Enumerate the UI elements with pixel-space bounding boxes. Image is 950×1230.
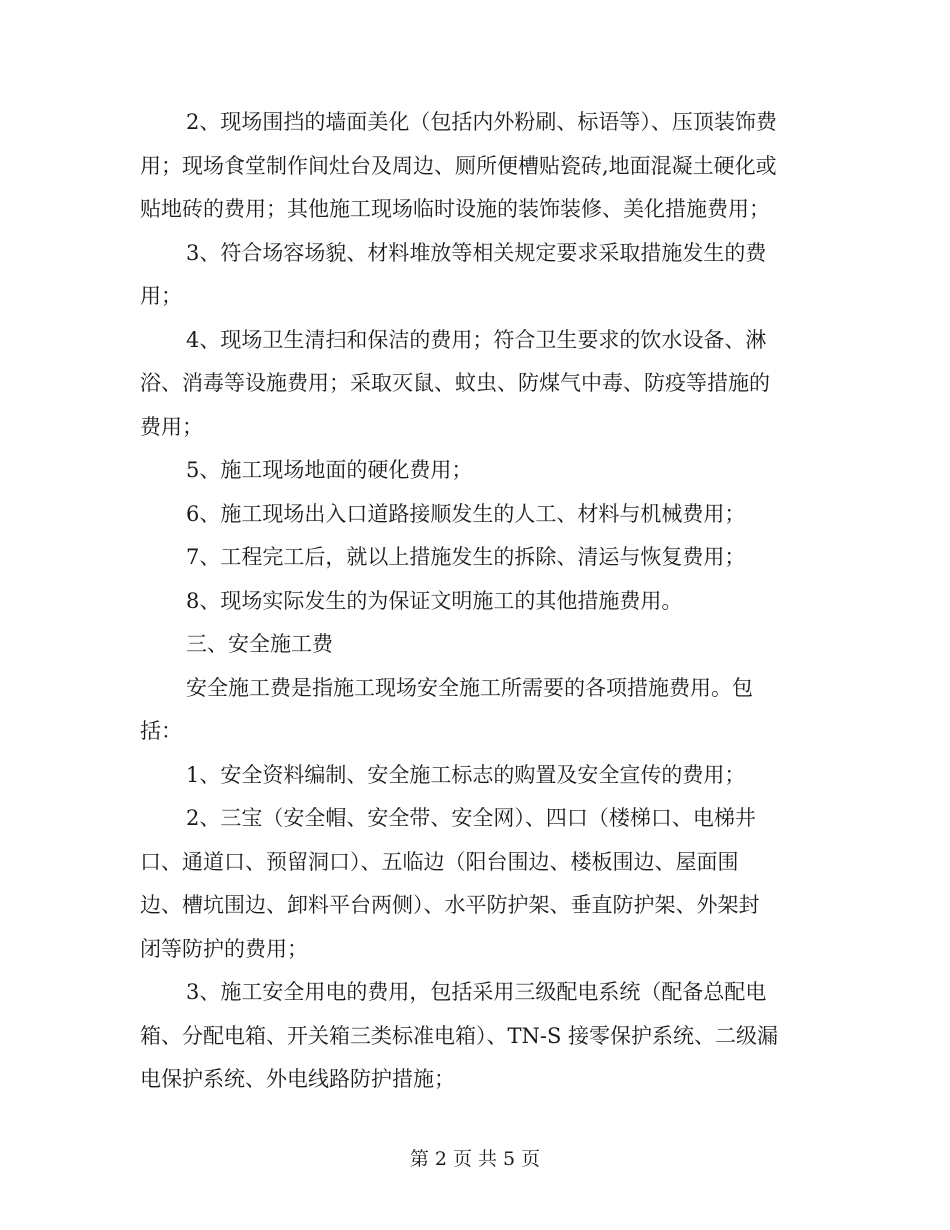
paragraph-item-6-entrance-road: 6、施工现场出入口道路接顺发生的人工、材料与机械费用； xyxy=(186,501,746,526)
paragraph-item-2-decoration: 2、现场围挡的墙面美化（包括内外粉刷、标语等）、压顶装饰费 用；现场食堂制作间灶台及周边、厕所便槽贴瓷砖,地面混凝土硬化或 贴地砖的费用；其他施工现场临时设施的装饰装修、美化措施费用； xyxy=(140,110,777,221)
paragraph-safety-item-3: 3、施工安全用电的费用，包括采用三级配电系统（配备总配电 箱、分配电箱、开关箱三类标准电箱）、TN-S 接零保护系统、二级漏 电保护系统、外电线路防护措施； xyxy=(140,980,779,1091)
document-body xyxy=(140,101,810,1102)
page-number-footer: 第 2 页 共 5 页 xyxy=(409,1148,541,1170)
paragraph-item-7-removal: 7、工程完工后，就以上措施发生的拆除、清运与恢复费用； xyxy=(186,545,746,569)
paragraph-item-4-sanitation: 4、现场卫生清扫和保洁的费用；符合卫生要求的饮水设备、淋 浴、消毒等设施费用；采取灭鼠、蚊虫、防煤气中毒、防疫等措施的 费用； xyxy=(140,327,770,439)
paragraph-safety-cost-definition: 安全施工费是指施工现场安全施工所需要的各项措施费用。包 括： xyxy=(140,675,753,743)
section-heading-safety-cost: 三、安全施工费 xyxy=(186,632,333,656)
paragraph-item-8-other-measures: 8、现场实际发生的为保证文明施工的其他措施费用。 xyxy=(186,588,683,613)
paragraph-item-5-ground-hardening: 5、施工现场地面的硬化费用； xyxy=(186,458,473,482)
paragraph-safety-item-1: 1、安全资料编制、安全施工标志的购置及安全宣传的费用； xyxy=(186,762,746,787)
paragraph-safety-item-2: 2、三宝（安全帽、安全带、安全网）、四口（楼梯口、电梯井 口、通道口、预留洞口）、五临边（阳台围边、楼板围边、屋面围 边、槽坑围边、卸料平台两侧）、水平防护架、垂直防护架、外架封 闭等防护的费用； xyxy=(140,806,760,961)
paragraph-item-3-site-appearance: 3、符合场容场貌、材料堆放等相关规定要求采取措施发生的费 用； xyxy=(140,240,767,308)
